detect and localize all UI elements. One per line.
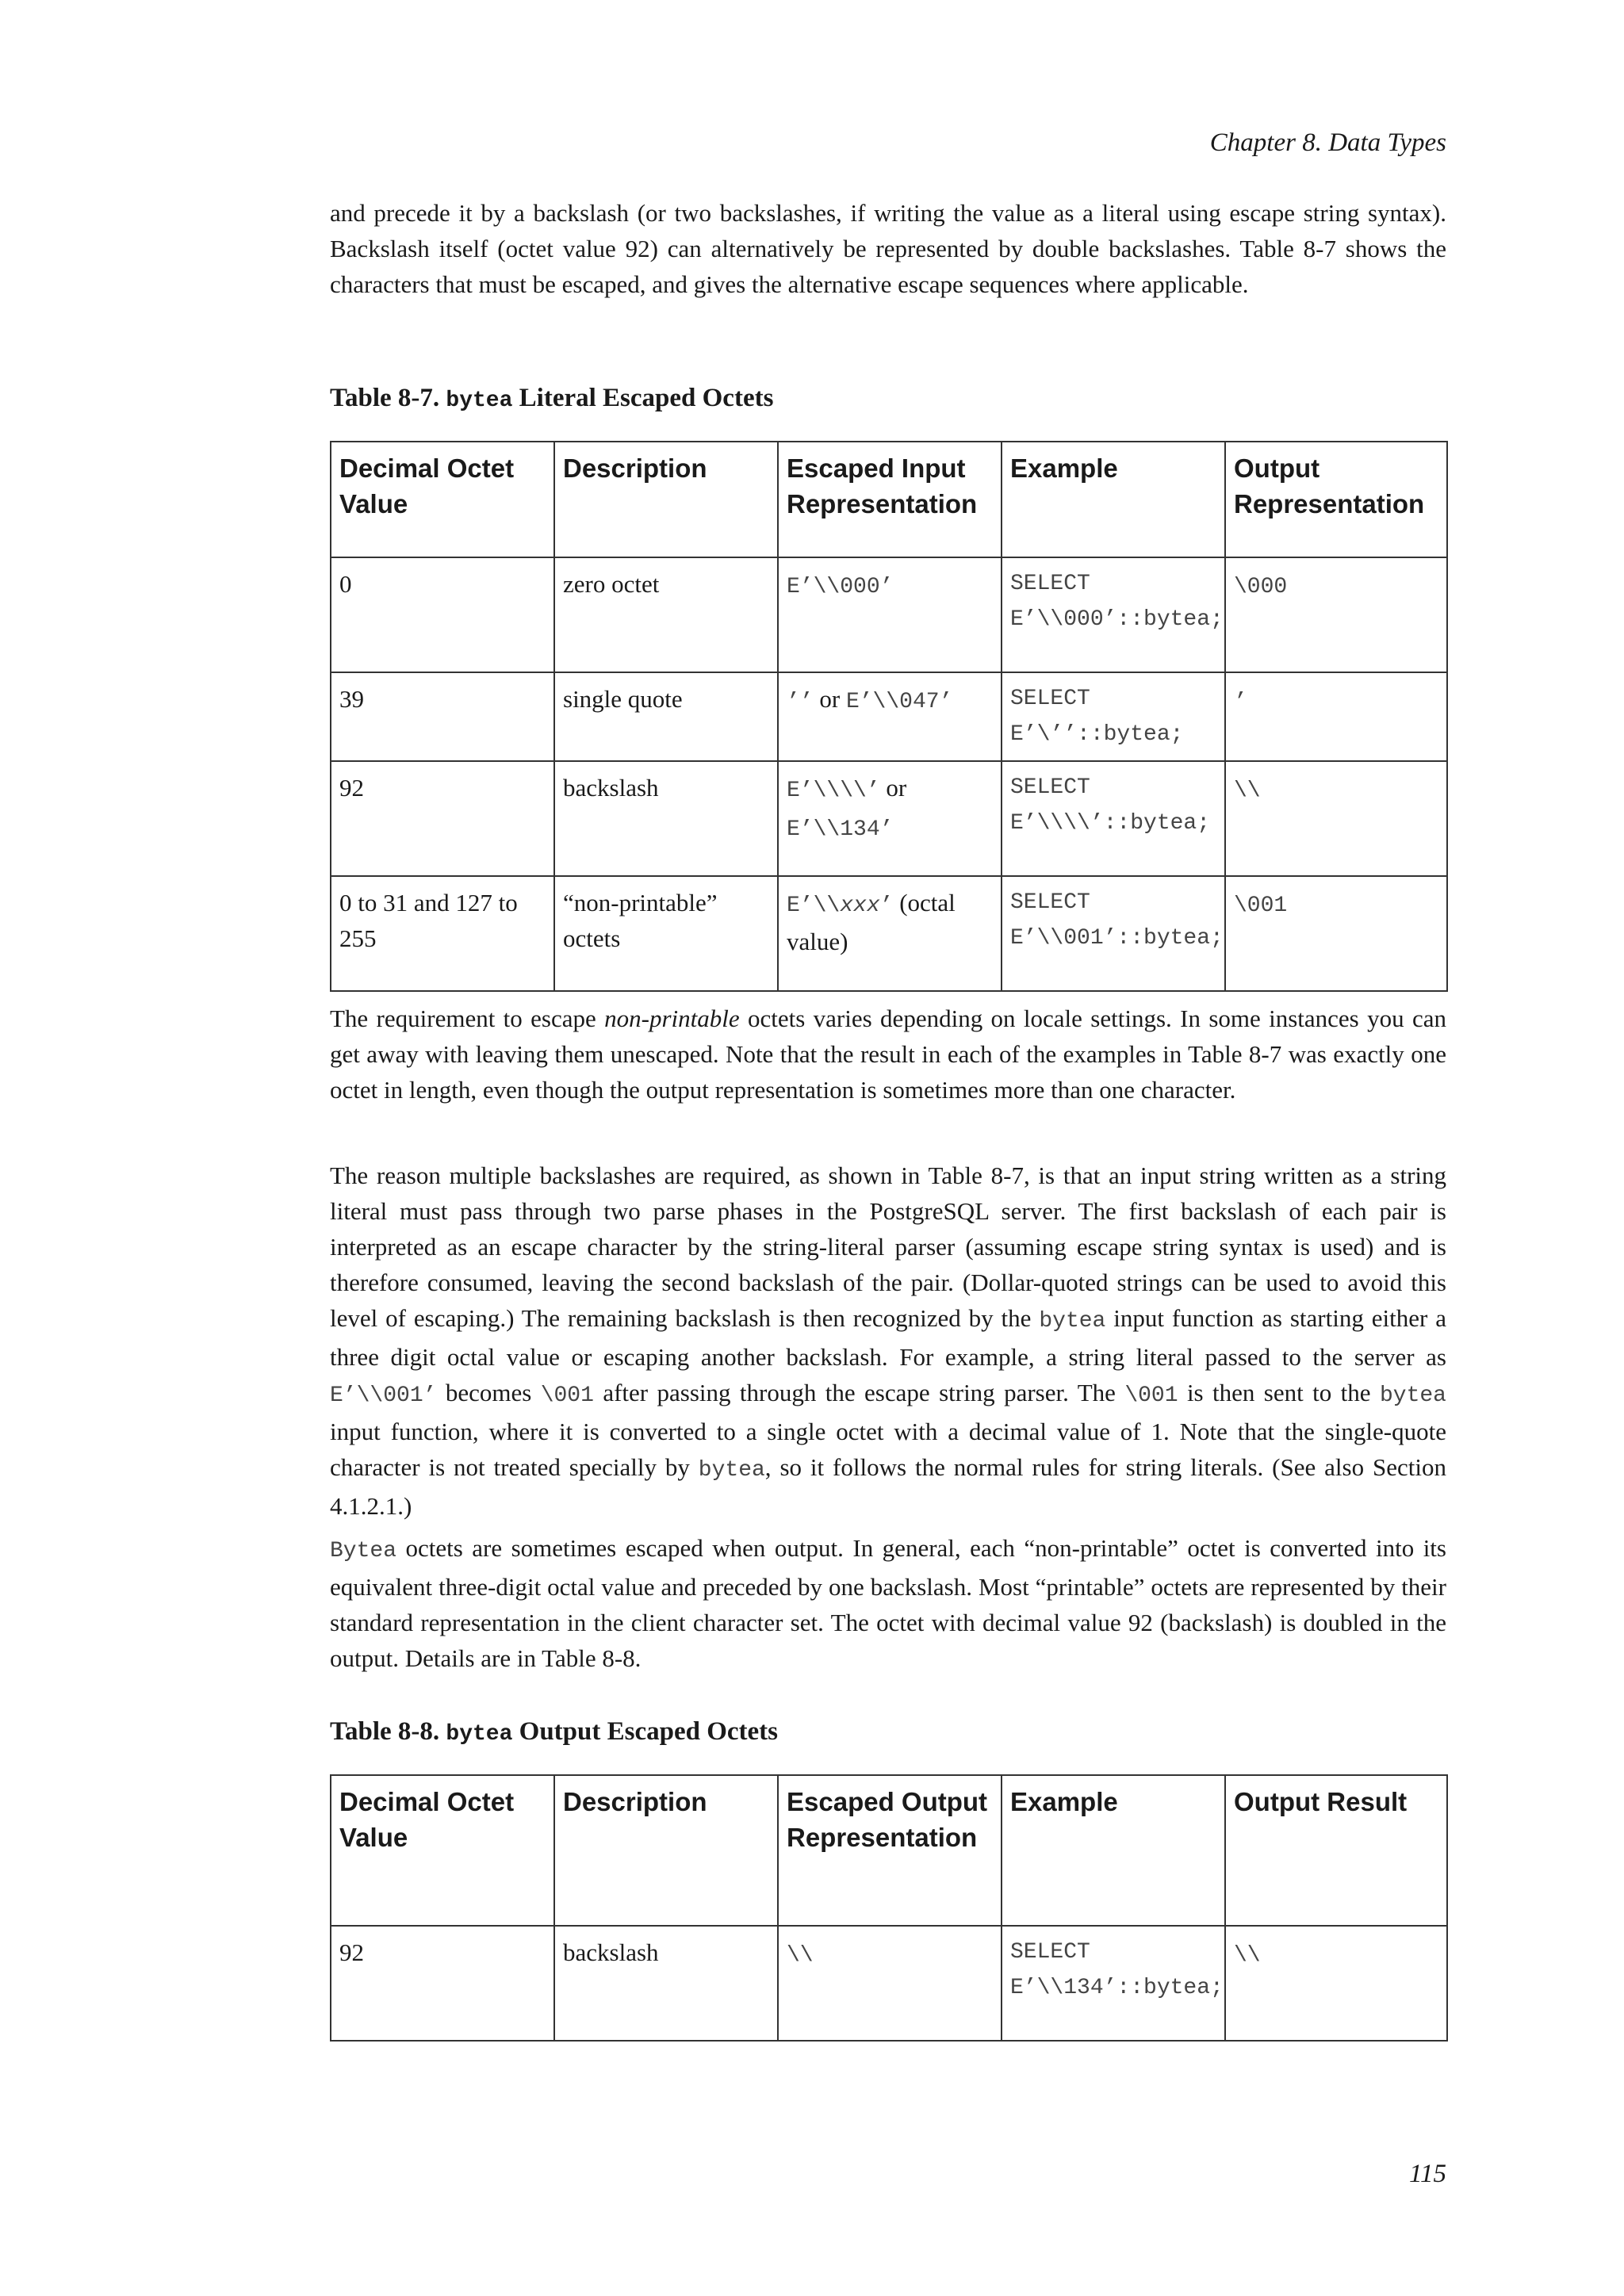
caption-code: bytea — [446, 388, 513, 413]
cell-description: backslash — [554, 1926, 778, 2041]
cell-escaped — [778, 1926, 1002, 2041]
escaped-code: E’\\\\’ — [787, 779, 880, 803]
col-header-output: Output Result — [1225, 1775, 1447, 1926]
cell-escaped — [778, 876, 1002, 991]
cell-output — [1225, 761, 1447, 876]
cell-decimal: 0 to 31 and 127 to 255 — [331, 876, 554, 991]
escaped-code: E’\\ — [787, 894, 841, 918]
table-row — [331, 557, 1447, 672]
escaped-code: ’’ — [787, 690, 814, 714]
example-line-1: SELECT — [1010, 775, 1090, 800]
cell-escaped — [778, 761, 1002, 876]
caption-suffix: Output Escaped Octets — [512, 1717, 778, 1746]
cell-decimal: 0 — [331, 557, 554, 672]
text: becomes — [436, 1379, 541, 1406]
text: is then sent to the — [1178, 1379, 1380, 1406]
table-8-8-caption — [330, 1716, 778, 1751]
escaped-tail: (octal value) — [787, 889, 956, 955]
running-header: Chapter 8. Data Types — [1209, 128, 1446, 157]
cell-decimal: 92 — [331, 761, 554, 876]
inline-code: bytea — [1039, 1309, 1106, 1334]
example-line-2: E’\\\\’::bytea; — [1010, 811, 1211, 836]
table-header-row — [331, 442, 1447, 557]
col-header-decimal: Decimal Octet Value — [331, 1775, 554, 1926]
example-line-1: SELECT — [1010, 572, 1090, 596]
inline-code: Bytea — [330, 1539, 397, 1563]
text: input function as starting either a three digit octal value or escaping another backslash. For example, a string literal passed to the server as — [330, 1304, 1446, 1371]
table-8-7-caption — [330, 382, 773, 417]
escaped-xxx: xxx — [840, 894, 880, 918]
escaped-or: or — [813, 685, 846, 713]
output-code: \\ — [1234, 779, 1261, 803]
cell-description: zero octet — [554, 557, 778, 672]
example-line-2: E’\\134’::bytea; — [1010, 1976, 1224, 2000]
col-header-description: Description — [554, 1775, 778, 1926]
cell-example — [1002, 876, 1225, 991]
cell-example — [1002, 1926, 1225, 2041]
escaped-code: \\ — [787, 1943, 814, 1968]
page-number: 115 — [1408, 2160, 1446, 2188]
cell-output — [1225, 1926, 1447, 2041]
example-line-2: E’\\001’::bytea; — [1010, 926, 1224, 951]
cell-description: single quote — [554, 672, 778, 761]
escaped-or: or — [879, 774, 907, 802]
table-row — [331, 761, 1447, 876]
text: octets are sometimes escaped when output. In general, each “non-printable” octet is converted into its equivalent three-digit octal value and preceded by one backslash. Most “printable” octets are represented by their standard representation in the client character set. The octet with decimal value 92 (backslash) is doubled in the output. Details are in Table 8-8. — [330, 1534, 1446, 1672]
cell-example — [1002, 672, 1225, 761]
escaped-code-alt: E’\\047’ — [845, 690, 953, 714]
table-row — [331, 876, 1447, 991]
paragraph-non-printable — [330, 1001, 1446, 1108]
table-row — [331, 1926, 1447, 2041]
cell-description: “non-printable” octets — [554, 876, 778, 991]
example-line-1: SELECT — [1010, 890, 1090, 915]
cell-decimal: 92 — [331, 1926, 554, 2041]
paragraph-backslashes — [330, 1158, 1446, 1524]
example-line-1: SELECT — [1010, 1940, 1090, 1965]
output-code: ’ — [1234, 690, 1247, 714]
text: , so it follows the normal rules for string literals. (See also Section 4.1.2.1.) — [330, 1453, 1446, 1520]
inline-code: \001 — [1124, 1383, 1178, 1408]
text: after passing through the escape string parser. The — [593, 1379, 1125, 1406]
escaped-code-alt: E’\\134’ — [787, 817, 894, 842]
caption-suffix: Literal Escaped Octets — [512, 384, 774, 412]
output-code: \000 — [1234, 575, 1288, 599]
caption-prefix: Table 8-8. — [330, 1717, 446, 1746]
output-code: \\ — [1234, 1943, 1261, 1968]
inline-code: \001 — [540, 1383, 594, 1408]
text: octets varies depending on locale settings. In some instances you can get away with leaving them unescaped. Note that the result in each of the examples in Table 8-7 was exactly one octet in length, even though the output representation is sometimes more than one character. — [330, 1004, 1446, 1104]
example-line-2: E’\\000’::bytea; — [1010, 607, 1224, 632]
col-header-example: Example — [1002, 1775, 1225, 1926]
inline-code: E’\\001’ — [330, 1383, 437, 1408]
cell-output — [1225, 672, 1447, 761]
col-header-example: Example — [1002, 442, 1225, 557]
text: The reason multiple backslashes are required, as shown in Table 8-7, is that an input string written as a string literal must pass through two parse phases in the PostgreSQL server. The first backslash of each pair is interpreted as an escape character by the string-literal parser (assuming escape string syntax is used) and is therefore consumed, leaving the second backslash of the pair. (Dollar-quoted strings can be used to avoid this level of escaping.) The remaining backslash is then recognized by the — [330, 1161, 1446, 1332]
emphasis: non-printable — [604, 1004, 740, 1032]
cell-description: backslash — [554, 761, 778, 876]
table-row — [331, 672, 1447, 761]
col-header-output: Output Representation — [1225, 442, 1447, 557]
inline-code: bytea — [1379, 1383, 1446, 1408]
col-header-escaped: Escaped Input Representation — [778, 442, 1002, 557]
example-line-2: E’\’’::bytea; — [1010, 722, 1184, 747]
escaped-close: ’ — [879, 894, 894, 918]
cell-escaped — [778, 557, 1002, 672]
output-code: \001 — [1234, 894, 1288, 918]
cell-output — [1225, 557, 1447, 672]
cell-example — [1002, 557, 1225, 672]
cell-output — [1225, 876, 1447, 991]
col-header-decimal: Decimal Octet Value — [331, 442, 554, 557]
escaped-code: E’\\000’ — [787, 575, 894, 599]
intro-paragraph: and precede it by a backslash (or two backslashes, if writing the value as a literal using escape string syntax). Backslash itself (octet value 92) can alternatively be represented by double backslashes. Table 8-7 shows the characters that must be escaped, and gives the alternative escape sequences where applicable. — [330, 199, 1446, 298]
cell-escaped — [778, 672, 1002, 761]
cell-example — [1002, 761, 1225, 876]
text: The requirement to escape — [330, 1004, 605, 1032]
text: input function, where it is converted to a single octet with a decimal value of 1. Note that the single-quote character is not treated specially by — [330, 1418, 1446, 1481]
cell-decimal: 39 — [331, 672, 554, 761]
table-8-7 — [330, 441, 1448, 992]
table-8-8 — [330, 1774, 1448, 2042]
caption-code: bytea — [446, 1722, 513, 1747]
inline-code: bytea — [698, 1458, 765, 1483]
paragraph-output-escaping — [330, 1530, 1446, 1676]
col-header-description: Description — [554, 442, 778, 557]
caption-prefix: Table 8-7. — [330, 384, 446, 412]
col-header-escaped: Escaped Output Representation — [778, 1775, 1002, 1926]
table-header-row — [331, 1775, 1447, 1926]
example-line-1: SELECT — [1010, 687, 1090, 711]
